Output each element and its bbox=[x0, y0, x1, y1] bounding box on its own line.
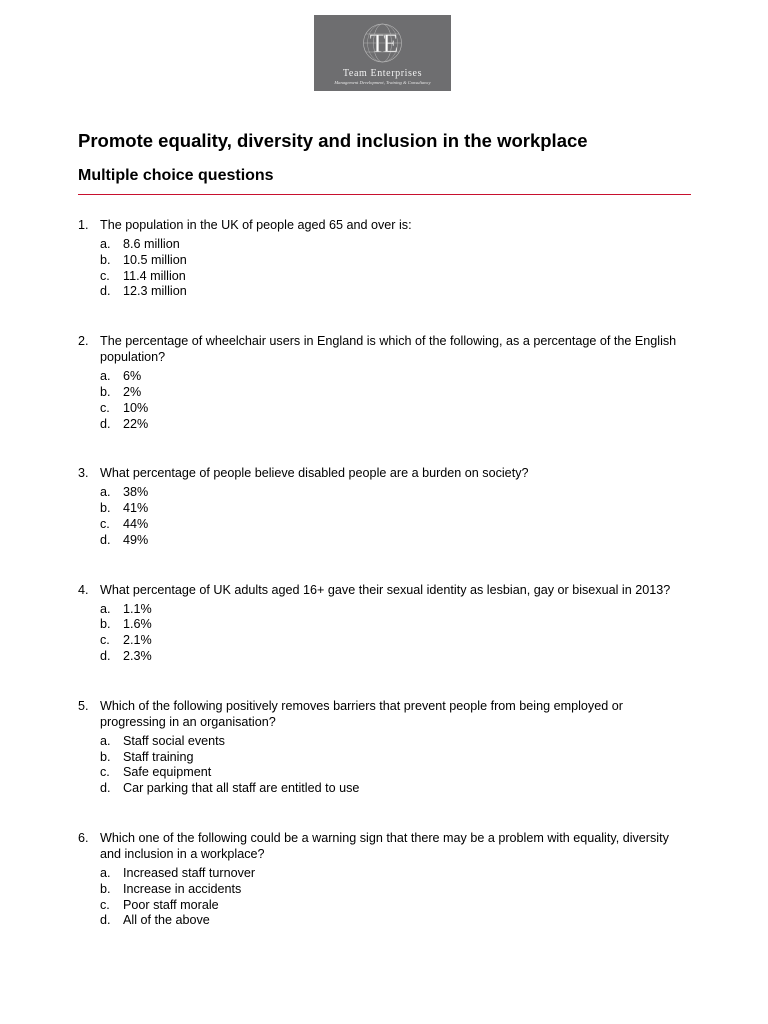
option-text: 12.3 million bbox=[123, 284, 187, 299]
question-item bbox=[78, 582, 691, 665]
option-text: Increase in accidents bbox=[123, 881, 242, 896]
answer-option bbox=[100, 765, 691, 781]
option-text: Staff social events bbox=[123, 733, 225, 748]
answer-option bbox=[100, 501, 691, 517]
option-letter: d. bbox=[100, 781, 111, 796]
answer-option bbox=[100, 866, 691, 882]
question-text: Which of the following positively removes barriers that prevent people from being employed or progressing in an organisation? bbox=[100, 698, 623, 729]
answer-option bbox=[100, 269, 691, 285]
answer-option bbox=[100, 401, 691, 417]
option-text: 44% bbox=[123, 516, 149, 531]
answer-options bbox=[100, 369, 691, 432]
answer-options bbox=[100, 602, 691, 665]
option-letter: c. bbox=[100, 897, 110, 912]
answer-option bbox=[100, 633, 691, 649]
option-letter: a. bbox=[100, 865, 111, 880]
answer-option bbox=[100, 602, 691, 618]
answer-option bbox=[100, 237, 691, 253]
logo-tagline: Management Development, Training & Consultancy bbox=[334, 80, 431, 85]
option-letter: c. bbox=[100, 633, 110, 648]
option-text: All of the above bbox=[123, 913, 210, 928]
answer-options bbox=[100, 734, 691, 797]
answer-option bbox=[100, 533, 691, 549]
option-text: 6% bbox=[123, 369, 142, 384]
answer-options bbox=[100, 866, 691, 929]
company-logo bbox=[314, 15, 451, 91]
question-text: Which one of the following could be a warning sign that there may be a problem with equality, diversity and inclusion in a workplace? bbox=[100, 830, 669, 861]
option-letter: b. bbox=[100, 384, 111, 399]
logo-company-name: Team Enterprises bbox=[342, 68, 423, 79]
question-list bbox=[78, 217, 691, 962]
option-letter: c. bbox=[100, 268, 110, 283]
answer-option bbox=[100, 369, 691, 385]
option-letter: a. bbox=[100, 237, 111, 251]
answer-option bbox=[100, 882, 691, 898]
option-letter: b. bbox=[100, 881, 111, 896]
option-text: 1.1% bbox=[123, 601, 152, 616]
answer-option bbox=[100, 898, 691, 914]
option-letter: b. bbox=[100, 501, 111, 516]
question-item bbox=[78, 465, 691, 548]
option-text: 49% bbox=[123, 532, 149, 547]
option-text: Safe equipment bbox=[123, 765, 212, 780]
answer-option bbox=[100, 781, 691, 797]
option-text: Poor staff morale bbox=[123, 897, 219, 912]
question-number: 2. bbox=[78, 334, 89, 349]
answer-option bbox=[100, 284, 691, 300]
option-letter: a. bbox=[100, 733, 111, 748]
option-text: Staff training bbox=[123, 749, 194, 764]
option-letter: c. bbox=[100, 516, 110, 531]
question-text: The population in the UK of people aged 65 and over is: bbox=[100, 218, 412, 232]
document-subtitle: Multiple choice questions bbox=[78, 167, 274, 184]
question-number: 5. bbox=[78, 698, 89, 713]
answer-option bbox=[100, 385, 691, 401]
option-text: 11.4 million bbox=[123, 268, 186, 283]
question-item bbox=[78, 830, 691, 929]
option-text: 38% bbox=[123, 485, 149, 500]
option-letter: a. bbox=[100, 369, 111, 384]
option-text: Car parking that all staff are entitled to use bbox=[123, 781, 360, 796]
answer-option bbox=[100, 649, 691, 665]
option-text: 2% bbox=[123, 384, 142, 399]
answer-option bbox=[100, 734, 691, 750]
question-item bbox=[78, 333, 691, 432]
answer-option bbox=[100, 617, 691, 633]
answer-option bbox=[100, 750, 691, 766]
question-number: 4. bbox=[78, 582, 89, 597]
option-text: 8.6 million bbox=[123, 237, 180, 251]
answer-option bbox=[100, 517, 691, 533]
answer-option bbox=[100, 253, 691, 269]
option-text: 1.6% bbox=[123, 617, 152, 632]
option-letter: b. bbox=[100, 617, 111, 632]
logo-monogram: TE bbox=[369, 29, 396, 58]
option-letter: d. bbox=[100, 913, 111, 928]
question-number: 1. bbox=[78, 218, 89, 232]
option-text: 2.1% bbox=[123, 633, 152, 648]
option-letter: d. bbox=[100, 416, 111, 431]
globe-monogram-icon bbox=[357, 22, 408, 64]
option-text: 10% bbox=[123, 400, 149, 415]
option-text: 10.5 million bbox=[123, 252, 187, 267]
answer-option bbox=[100, 485, 691, 501]
question-number: 3. bbox=[78, 466, 89, 481]
document-title: Promote equality, diversity and inclusion in the workplace bbox=[78, 130, 588, 151]
question-text: What percentage of people believe disabled people are a burden on society? bbox=[100, 466, 529, 481]
answer-option bbox=[100, 913, 691, 929]
header-divider bbox=[78, 194, 691, 195]
answer-option bbox=[100, 417, 691, 433]
option-letter: c. bbox=[100, 765, 110, 780]
option-text: Increased staff turnover bbox=[123, 865, 256, 880]
option-letter: a. bbox=[100, 485, 111, 500]
question-item bbox=[78, 217, 691, 300]
option-letter: a. bbox=[100, 601, 111, 616]
option-text: 41% bbox=[123, 501, 149, 516]
option-letter: d. bbox=[100, 648, 111, 663]
option-text: 22% bbox=[123, 416, 149, 431]
option-letter: d. bbox=[100, 284, 111, 299]
option-letter: b. bbox=[100, 252, 111, 267]
question-text: The percentage of wheelchair users in England is which of the following, as a percentage of the English population? bbox=[100, 334, 677, 365]
question-number: 6. bbox=[78, 830, 89, 845]
option-letter: d. bbox=[100, 532, 111, 547]
option-text: 2.3% bbox=[123, 648, 152, 663]
answer-options bbox=[100, 237, 691, 300]
option-letter: c. bbox=[100, 400, 110, 415]
option-letter: b. bbox=[100, 749, 111, 764]
question-item bbox=[78, 698, 691, 797]
answer-options bbox=[100, 485, 691, 548]
question-text: What percentage of UK adults aged 16+ gave their sexual identity as lesbian, gay or bisexual in 2013? bbox=[100, 582, 671, 597]
